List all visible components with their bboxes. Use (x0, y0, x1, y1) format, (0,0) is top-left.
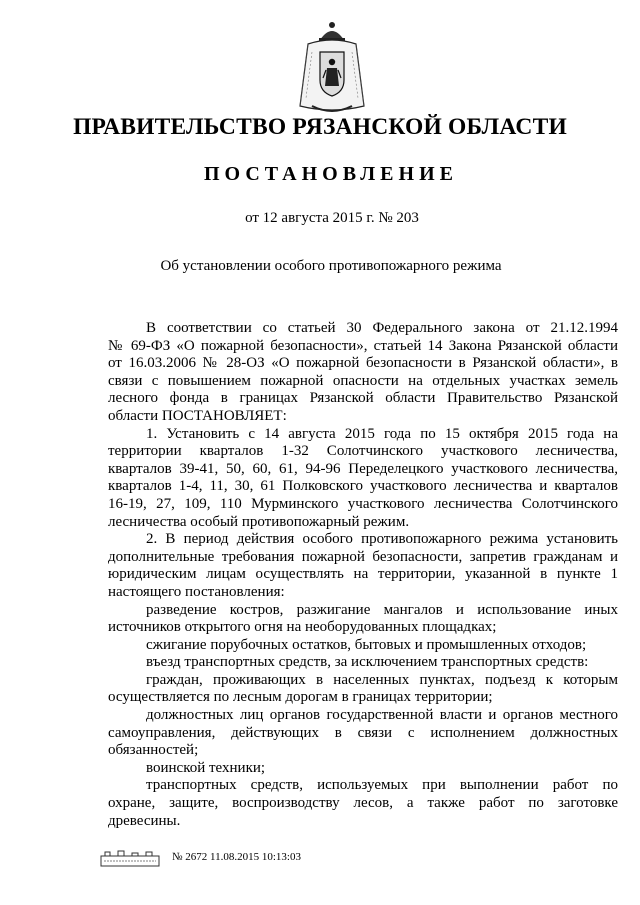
body-line: обязанностей; (108, 742, 199, 759)
body-line: лесного фонда в границах Рязанской области Правительство Рязанской (108, 390, 618, 407)
body-line: самоуправления, действующих в связи с исполнением должностных (108, 724, 618, 741)
body-line: № 69-ФЗ «О пожарной безопасности», статьей 14 Закона Рязанской области (108, 337, 618, 354)
government-name: ПРАВИТЕЛЬСТВО РЯЗАНСКОЙ ОБЛАСТИ (73, 114, 567, 140)
document-type: ПОСТАНОВЛЕНИЕ (204, 163, 458, 185)
document-body (108, 320, 618, 830)
body-line: осуществляется по лесным дорогам в границах территории; (108, 689, 493, 706)
body-line: лесничества особый противопожарный режим. (108, 513, 410, 530)
body-line: области ПОСТАНОВЛЯЕТ: (108, 407, 287, 424)
registration-mark: № 2672 11.08.2015 10:13:03 (172, 851, 301, 863)
body-line: разведение костров, разжигание мангалов и использование иных (146, 601, 618, 618)
body-line: В соответствии со статьей 30 Федерального закона от 21.12.1994 (146, 320, 618, 336)
body-line: юридическим лицам осуществлять на территории, указанной в пункте 1 (108, 566, 618, 583)
body-line: кварталов 1-4, 11, 30, 61 Полковского участкового лесничества и кварталов (108, 478, 618, 495)
document-date-number: от 12 августа 2015 г. № 203 (245, 210, 419, 226)
body-line: 2. В период действия особого противопожарного режима установить (146, 531, 618, 548)
body-line: сжигание порубочных остатков, бытовых и промышленных отходов; (146, 636, 587, 653)
body-line: связи с повышением пожарной опасности на отдельных участках земель (108, 372, 618, 389)
coat-of-arms-emblem (290, 18, 374, 118)
body-line: территории кварталов 1-32 Солотчинского участкового лесничества, (108, 443, 618, 460)
body-line: воинской техники; (146, 759, 266, 776)
registry-stamp-icon (100, 850, 160, 868)
body-line: 16-19, 27, 109, 110 Мурминского участкового лесничества Солотчинского (108, 495, 618, 512)
body-line: транспортных средств, используемых при выполнении работ по (146, 777, 618, 794)
body-line: кварталов 39-41, 50, 60, 61, 94-96 Переделецкого участкового лесничества, (108, 460, 618, 477)
body-line: охране, защите, воспроизводству лесов, а также работ по заготовке (108, 795, 618, 812)
body-line: въезд транспортных средств, за исключением транспортных средств: (146, 654, 589, 671)
body-line: от 16.03.2006 № 28-ОЗ «О пожарной безопасности в Рязанской области», в (108, 355, 618, 372)
document-subject: Об установлении особого противопожарного режима (160, 258, 502, 274)
body-line: дополнительные требования пожарной безопасности, запретив гражданам и (108, 548, 618, 565)
body-line: граждан, проживающих в населенных пунктах, подъезд к которым (146, 671, 618, 688)
body-line: источников открытого огня на необорудованных площадках; (108, 619, 497, 636)
body-line: 1. Установить с 14 августа 2015 года по 15 октября 2015 года на (146, 425, 618, 442)
body-line: древесины. (108, 812, 181, 829)
body-line: должностных лиц органов государственной власти и органов местного (146, 707, 618, 724)
body-line: настоящего постановления: (108, 583, 285, 600)
